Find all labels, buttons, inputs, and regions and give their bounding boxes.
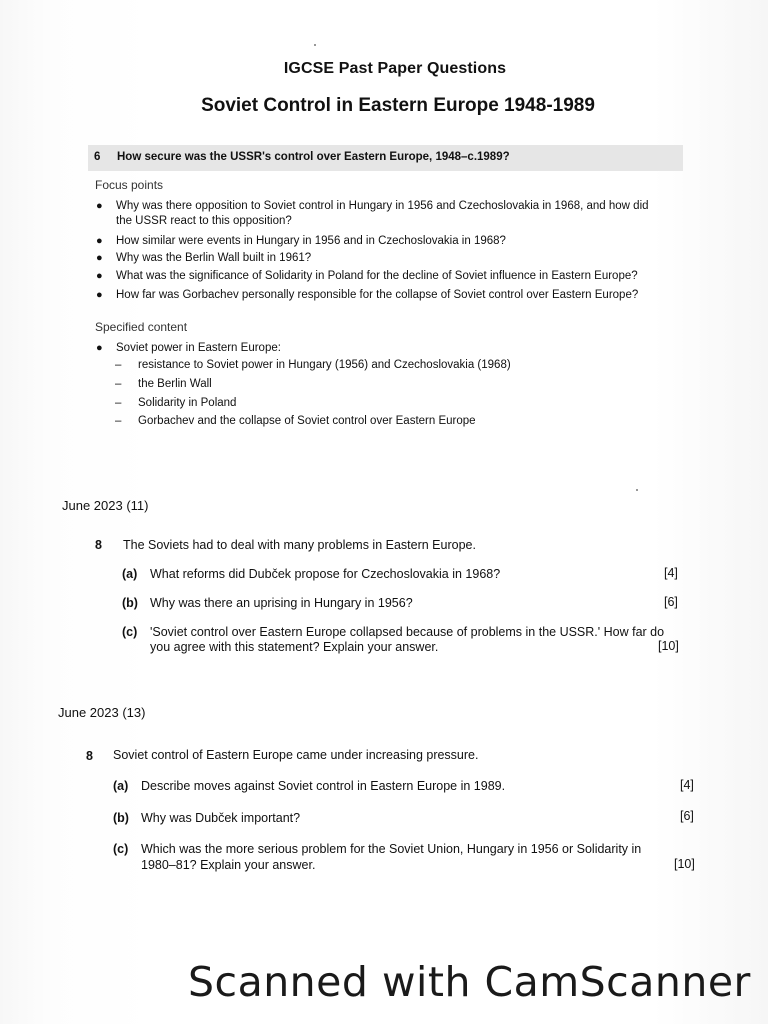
- question-stem: Soviet control of Eastern Europe came under increasing pressure.: [113, 748, 479, 762]
- list-item: ● Soviet power in Eastern Europe:: [96, 342, 281, 354]
- question-part: [113, 779, 673, 795]
- part-label: (c): [122, 625, 138, 639]
- part-text: 'Soviet control over Eastern Europe collapsed because of problems in the USSR.' How far do: [150, 625, 665, 639]
- list-item: ● What was the significance of Solidarity in Poland for the decline of Soviet influence in Eastern Europe?: [96, 270, 638, 282]
- content-sub-item: – Solidarity in Poland: [115, 397, 237, 409]
- bullet-icon: ●: [96, 270, 103, 282]
- dash-icon: –: [115, 415, 122, 427]
- part-label: (a): [113, 779, 129, 793]
- session-heading: June 2023 (11): [62, 498, 149, 513]
- syllabus-question-text: How secure was the USSR's control over Eastern Europe, 1948–c.1989?: [117, 151, 510, 163]
- document-title: IGCSE Past Paper Questions: [283, 60, 507, 77]
- document-subtitle: Soviet Control in Eastern Europe 1948-1989: [201, 95, 595, 116]
- content-sub-item: – Gorbachev and the collapse of Soviet control over Eastern Europe: [115, 415, 476, 427]
- part-label: (a): [122, 567, 138, 581]
- question-stem: The Soviets had to deal with many problems in Eastern Europe.: [123, 538, 476, 552]
- part-text: Why was Dubček important?: [141, 811, 301, 825]
- question-part: [122, 596, 682, 612]
- list-item: ● How similar were events in Hungary in 1956 and in Czechoslovakia in 1968?: [96, 235, 506, 247]
- question-part: [122, 567, 682, 583]
- part-text-continuation: 1980–81? Explain your answer.: [141, 858, 316, 872]
- scan-speck: [636, 489, 638, 491]
- part-label: (b): [113, 811, 129, 825]
- part-text: Which was the more serious problem for the Soviet Union, Hungary in 1956 or Solidarity in: [141, 842, 642, 856]
- focus-points-heading: Focus points: [95, 178, 164, 192]
- marks-label: [6]: [664, 595, 678, 609]
- bullet-icon: ●: [96, 200, 103, 212]
- bullet-icon: ●: [96, 252, 103, 264]
- syllabus-question-band: [88, 145, 683, 171]
- part-text: Why was there an uprising in Hungary in 1956?: [150, 596, 413, 610]
- marks-label: [6]: [680, 809, 694, 823]
- syllabus-question-number: 6: [94, 151, 101, 163]
- session-heading: June 2023 (13): [58, 705, 146, 720]
- camscanner-watermark: Scanned with CamScanner: [188, 958, 751, 1006]
- question-part: [122, 625, 692, 641]
- dash-icon: –: [115, 359, 122, 371]
- part-text: Describe moves against Soviet control in Eastern Europe in 1989.: [141, 779, 506, 793]
- marks-label: [10]: [658, 639, 679, 653]
- question-number: 8: [95, 538, 102, 552]
- list-item: ● How far was Gorbachev personally responsible for the collapse of Soviet control over Eastern Europe?: [96, 289, 639, 301]
- part-text-continuation: you agree with this statement? Explain your answer.: [150, 640, 439, 654]
- part-label: (b): [122, 596, 138, 610]
- bullet-icon: ●: [96, 342, 103, 354]
- list-item-continuation: the USSR react to this opposition?: [116, 215, 292, 227]
- question-part: [113, 842, 703, 858]
- question-number: 8: [86, 749, 93, 763]
- list-item: ● Why was the Berlin Wall built in 1961?: [96, 252, 312, 264]
- question-part: [113, 811, 673, 827]
- specified-content-heading: Specified content: [95, 320, 188, 334]
- content-sub-item: – resistance to Soviet power in Hungary (1956) and Czechoslovakia (1968): [115, 359, 511, 371]
- bullet-icon: ●: [96, 289, 103, 301]
- list-item: ● Why was there opposition to Soviet control in Hungary in 1956 and Czechoslovakia in 1968, and how did: [96, 200, 649, 212]
- marks-label: [4]: [664, 566, 678, 580]
- dash-icon: –: [115, 397, 122, 409]
- part-label: (c): [113, 842, 129, 856]
- dash-icon: –: [115, 378, 122, 390]
- scan-speck: [314, 44, 316, 46]
- marks-label: [4]: [680, 778, 694, 792]
- marks-label: [10]: [674, 857, 695, 871]
- part-text: What reforms did Dubček propose for Czechoslovakia in 1968?: [150, 567, 501, 581]
- content-sub-item: – the Berlin Wall: [115, 378, 212, 390]
- bullet-icon: ●: [96, 235, 103, 247]
